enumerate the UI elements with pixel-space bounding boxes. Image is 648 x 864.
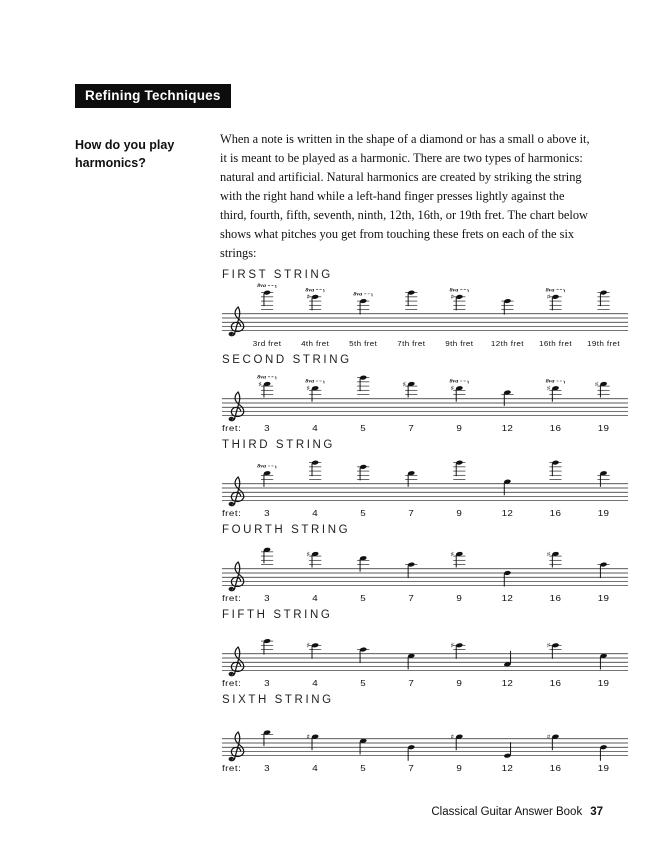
sharp-icon: ♯	[306, 383, 311, 393]
ottava-mark: 8va	[305, 378, 315, 385]
string-heading: SIXTH STRING	[222, 693, 334, 706]
harmonic-note-G5	[504, 479, 512, 495]
staff-section-fourth-string	[220, 524, 632, 606]
harmonic-note-B6	[357, 375, 369, 395]
fret-label: 16	[549, 423, 562, 433]
harmonic-note-D5	[504, 570, 512, 586]
sharp-icon: ♯	[546, 549, 551, 558]
fret-label: 7	[408, 423, 415, 433]
harmonic-note-F#6	[257, 375, 276, 398]
ottava-mark: 8va	[305, 287, 315, 293]
staff-section-third-string	[220, 439, 632, 521]
fret-label: 16	[549, 678, 562, 688]
harmonic-note-C#6	[547, 641, 562, 659]
fret-label: 12	[501, 593, 514, 603]
fret-label: 3	[264, 423, 271, 433]
fret-labels	[222, 678, 609, 687]
fret-label: 16	[549, 763, 562, 773]
sharp-icon: ♯	[450, 640, 455, 650]
staff-notation	[220, 370, 632, 436]
main-column	[220, 130, 632, 776]
harmonic-note-G#6	[305, 287, 324, 310]
fret-label: 16th fret	[538, 339, 572, 348]
fret-label: 5	[360, 423, 367, 433]
fret-label: 12	[501, 678, 514, 688]
treble-clef-icon	[229, 647, 243, 676]
harmonic-note-B6	[597, 290, 609, 310]
harmonic-note-B4	[600, 744, 608, 760]
question-line-1: How do you play	[75, 138, 175, 152]
harmonic-note-B6	[257, 283, 276, 309]
harmonic-note-E5	[600, 653, 608, 669]
harmonic-note-G6	[357, 464, 369, 480]
fret-label: 4	[312, 763, 319, 773]
fret-label: 9	[456, 423, 463, 433]
fret-label: 12th fret	[490, 339, 524, 348]
ottava-mark: 8va	[257, 283, 267, 289]
harmonic-note-F#6	[450, 550, 465, 568]
ottava-mark: 8va	[449, 378, 459, 385]
harmonic-note-E5	[359, 738, 367, 754]
body-paragraph: When a note is written in the shape of a diamond or has a small o above it, it is meant to be played as a harmonic. There are two types of harmonics: natural and artificial. Natural harmonics are created by striking the string with the right hand while a left-hand finger presses lightly against the third, fourth, fifth, seventh, ninth, 12th, 16th, or 19th fret. The chart below shows what pitches you get from touching these frets on each of the six strings:	[220, 132, 590, 260]
harmonic-note-G#6	[449, 287, 468, 310]
ottava-mark: 8va	[257, 374, 267, 381]
page-number: 37	[590, 806, 603, 818]
staff-section-fifth-string	[220, 609, 632, 691]
staff-sections	[220, 269, 632, 776]
harmonic-note-B6	[309, 460, 321, 480]
staff-notation	[220, 710, 632, 776]
book-title: Classical Guitar Answer Book	[431, 806, 583, 818]
fret-label: 7th fret	[397, 339, 426, 348]
page-footer	[0, 806, 603, 818]
fret-label: 7	[408, 593, 415, 603]
harmonic-note-D6	[357, 555, 369, 571]
fret-label: 3	[264, 678, 271, 688]
fret-label: 5	[360, 763, 367, 773]
treble-clef-icon	[229, 477, 243, 506]
fret-label: 4	[312, 508, 319, 518]
harmonic-note-B6	[549, 460, 561, 480]
harmonic-note-D#6	[305, 379, 324, 402]
fret-label: 4	[312, 593, 319, 603]
fret-labels	[222, 508, 609, 517]
sharp-icon: ♯	[450, 549, 455, 558]
sharp-icon: ♯	[306, 549, 311, 558]
fret-label: 3	[264, 508, 271, 518]
sharp-icon: ♯	[546, 292, 551, 301]
fret-label: 7	[408, 678, 415, 688]
sharp-icon: ♯	[594, 379, 599, 388]
fret-labels	[222, 423, 609, 432]
fret-label: 5th fret	[349, 339, 378, 348]
fret-label: 19	[597, 763, 610, 773]
fret-labels	[222, 763, 609, 772]
ottava-mark: 8va	[353, 291, 363, 298]
string-heading: THIRD STRING	[222, 438, 335, 451]
staff-section-first-string	[220, 269, 632, 351]
fret-label: 5	[360, 593, 367, 603]
fret-label: 19	[597, 423, 610, 433]
section-header	[75, 84, 231, 108]
margin-question	[75, 136, 205, 172]
harmonic-note-D6	[597, 470, 609, 486]
harmonic-note-A5	[357, 647, 369, 663]
sharp-icon: ♯	[450, 383, 455, 393]
fret-prefix-label: fret:	[221, 763, 242, 773]
harmonic-note-F#6	[402, 380, 417, 398]
harmonic-note-D#6	[449, 379, 468, 402]
harmonic-note-D6	[257, 464, 276, 487]
fret-label: 12	[501, 508, 514, 518]
fret-label: 19	[597, 678, 610, 688]
harmonic-note-A5	[405, 562, 417, 578]
fret-label: 3	[264, 763, 271, 773]
ottava-mark: 8va	[257, 463, 267, 470]
string-heading: FIFTH STRING	[222, 608, 333, 621]
sharp-icon: ♯	[306, 732, 311, 741]
fret-label: 5	[360, 678, 367, 688]
string-heading: FIRST STRING	[222, 268, 333, 281]
harmonic-note-C#6	[450, 641, 465, 659]
harmonic-note-B5	[501, 390, 513, 406]
harmonic-note-E6	[261, 638, 273, 654]
harmonic-note-G#6	[546, 287, 565, 310]
harmonic-note-A6	[261, 547, 273, 564]
fret-prefix-label: fret:	[221, 423, 242, 433]
sharp-icon: ♯	[546, 640, 551, 650]
ottava-mark: 8va	[545, 287, 555, 293]
fret-label: 16	[549, 593, 562, 603]
harmonic-note-B6	[405, 290, 417, 310]
fret-label: 9	[456, 763, 463, 773]
sharp-icon: ♯	[450, 292, 455, 301]
harmonic-note-C#6	[306, 641, 321, 659]
harmonic-note-B6	[453, 460, 465, 480]
fret-label: 9	[456, 593, 463, 603]
fret-label: 9	[456, 678, 463, 688]
fret-label: 3rd fret	[252, 339, 282, 348]
harmonic-note-F#6	[595, 380, 610, 398]
staff-notation	[220, 285, 632, 351]
fret-label: 7	[408, 763, 415, 773]
fret-prefix-label: fret:	[221, 678, 242, 688]
fret-label: 12	[501, 423, 514, 433]
fret-label: 5	[360, 508, 367, 518]
harmonic-note-E4	[504, 742, 512, 758]
harmonic-note-D#6	[546, 379, 565, 402]
sharp-icon: ♯	[306, 292, 311, 301]
staff-notation	[220, 455, 632, 521]
treble-clef-icon	[229, 732, 243, 761]
sharp-icon: ♯	[450, 732, 455, 741]
fret-label: 19	[597, 593, 610, 603]
fret-label: 9	[456, 508, 463, 518]
fret-label: 4	[312, 423, 319, 433]
section-header-label: Refining Techniques	[85, 88, 221, 103]
sharp-icon: ♯	[546, 383, 551, 393]
fret-label: 7	[408, 508, 415, 518]
sharp-icon: ♯	[546, 732, 551, 741]
fret-label: 19th fret	[587, 339, 621, 348]
fret-labels	[253, 339, 621, 347]
fret-prefix-label: fret:	[221, 508, 242, 518]
fret-prefix-label: fret:	[221, 593, 242, 603]
fret-label: 16	[549, 508, 562, 518]
staff-notation	[220, 540, 632, 606]
ottava-mark: 8va	[545, 378, 555, 385]
fret-labels	[222, 593, 609, 602]
harmonic-note-E5	[407, 653, 415, 669]
fret-label: 12	[501, 763, 514, 773]
harmonic-note-B4	[407, 744, 415, 760]
sharp-icon: ♯	[258, 379, 262, 388]
harmonic-note-F#6	[306, 550, 321, 568]
staff-section-second-string	[220, 354, 632, 436]
staff-section-sixth-string	[220, 694, 632, 776]
harmonic-note-A5	[597, 562, 609, 578]
harmonic-note-A4	[504, 651, 512, 667]
treble-clef-icon	[229, 562, 243, 591]
treble-clef-icon	[229, 307, 243, 336]
fret-label: 3	[264, 593, 271, 603]
staff-notation	[220, 625, 632, 691]
harmonic-note-E6	[353, 292, 372, 315]
harmonic-note-B5	[261, 730, 273, 746]
string-heading: FOURTH STRING	[222, 523, 351, 536]
treble-clef-icon	[229, 392, 243, 421]
harmonic-note-F#6	[547, 550, 562, 568]
fret-label: 19	[597, 508, 610, 518]
fret-label: 4	[312, 678, 319, 688]
sharp-icon: ♯	[402, 379, 407, 388]
fret-label: 4th fret	[301, 339, 330, 348]
fret-label: 9th fret	[445, 339, 474, 348]
ottava-mark: 8va	[449, 287, 459, 293]
sharp-icon: ♯	[306, 640, 311, 650]
harmonic-note-D6	[405, 470, 417, 486]
question-line-2: harmonics?	[75, 156, 146, 171]
harmonic-note-E6	[501, 298, 513, 314]
string-heading: SECOND STRING	[222, 353, 352, 366]
